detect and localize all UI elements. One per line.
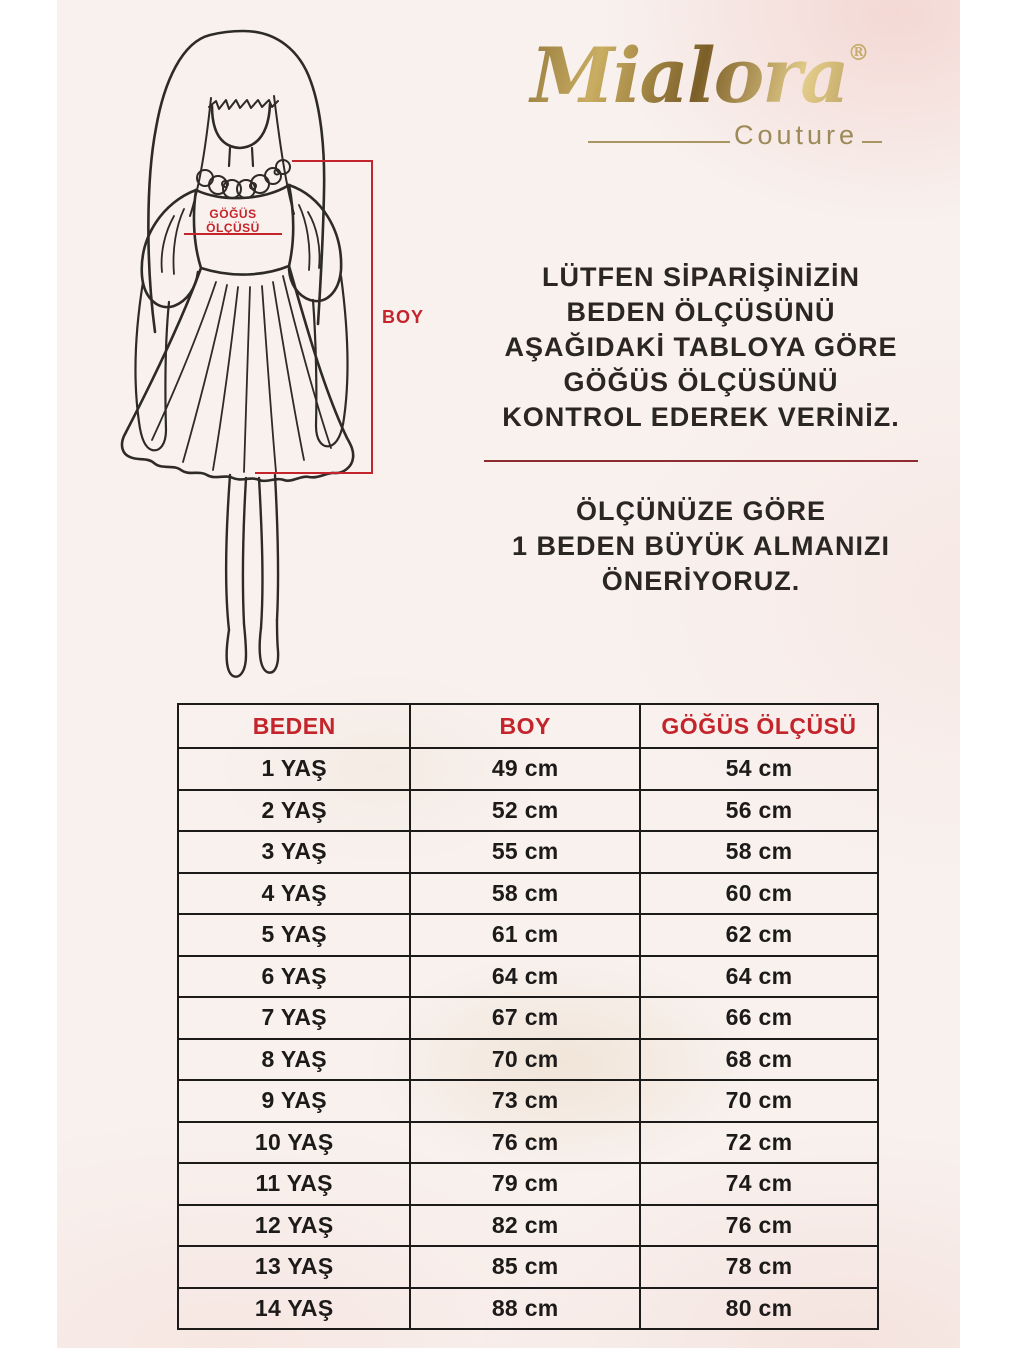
table-row	[178, 914, 878, 956]
table-cell: 5 YAŞ	[178, 914, 410, 956]
table-cell: 52 cm	[410, 790, 640, 832]
registered-mark: ®	[847, 40, 870, 66]
girl-line-drawing	[122, 31, 353, 677]
size-table-head-row	[178, 704, 878, 748]
table-row	[178, 1080, 878, 1122]
table-cell: 13 YAŞ	[178, 1246, 410, 1288]
instruction-line: ÖNERİYORUZ.	[601, 566, 801, 596]
table-cell: 3 YAŞ	[178, 831, 410, 873]
table-cell: 64 cm	[410, 956, 640, 998]
table-cell: 6 YAŞ	[178, 956, 410, 998]
table-cell: 55 cm	[410, 831, 640, 873]
table-row	[178, 831, 878, 873]
table-cell: 70 cm	[410, 1039, 640, 1081]
table-row	[178, 956, 878, 998]
table-cell: 70 cm	[640, 1080, 878, 1122]
table-cell: 80 cm	[640, 1288, 878, 1330]
size-table-header-cell: BEDEN	[178, 704, 410, 748]
table-row	[178, 1246, 878, 1288]
table-cell: 49 cm	[410, 748, 640, 790]
gold-underline-short	[862, 141, 882, 143]
table-cell: 2 YAŞ	[178, 790, 410, 832]
instruction-line: 1 BEDEN BÜYÜK ALMANIZI	[511, 531, 890, 561]
table-cell: 11 YAŞ	[178, 1163, 410, 1205]
table-cell: 10 YAŞ	[178, 1122, 410, 1164]
instruction-primary	[470, 260, 932, 435]
dress-size-figure	[80, 20, 470, 700]
table-row	[178, 1039, 878, 1081]
table-cell: 85 cm	[410, 1246, 640, 1288]
chest-measure-label-line2: ÖLÇÜSÜ	[206, 221, 260, 235]
table-cell: 72 cm	[640, 1122, 878, 1164]
table-cell: 60 cm	[640, 873, 878, 915]
gold-underline	[588, 141, 730, 143]
instruction-secondary	[470, 494, 932, 599]
table-cell: 58 cm	[640, 831, 878, 873]
table-cell: 8 YAŞ	[178, 1039, 410, 1081]
table-row	[178, 748, 878, 790]
table-cell: 88 cm	[410, 1288, 640, 1330]
table-cell: 7 YAŞ	[178, 997, 410, 1039]
brand-name: Mialora®	[470, 34, 930, 118]
chest-measure-label: GÖĞÜS	[209, 207, 257, 221]
instruction-line: LÜTFEN SİPARİŞİNİZİN	[541, 262, 860, 292]
table-cell: 58 cm	[410, 873, 640, 915]
instruction-line: BEDEN ÖLÇÜSÜNÜ	[566, 297, 836, 327]
table-cell: 12 YAŞ	[178, 1205, 410, 1247]
instruction-line: AŞAĞIDAKİ TABLOYA GÖRE	[504, 332, 898, 362]
table-cell: 67 cm	[410, 997, 640, 1039]
brand-subtitle: Couture	[733, 119, 859, 150]
table-cell: 82 cm	[410, 1205, 640, 1247]
table-cell: 9 YAŞ	[178, 1080, 410, 1122]
size-table-header-cell: GÖĞÜS ÖLÇÜSÜ	[640, 704, 878, 748]
table-row	[178, 873, 878, 915]
table-row	[178, 1163, 878, 1205]
size-table	[177, 703, 879, 1330]
table-row	[178, 1205, 878, 1247]
table-cell: 14 YAŞ	[178, 1288, 410, 1330]
instruction-line: GÖĞÜS ÖLÇÜSÜNÜ	[563, 367, 839, 397]
table-cell: 54 cm	[640, 748, 878, 790]
table-cell: 68 cm	[640, 1039, 878, 1081]
table-cell: 74 cm	[640, 1163, 878, 1205]
table-cell: 78 cm	[640, 1246, 878, 1288]
table-cell: 76 cm	[410, 1122, 640, 1164]
table-cell: 62 cm	[640, 914, 878, 956]
brand-subtitle-row	[470, 120, 930, 151]
size-table-body	[178, 748, 878, 1329]
table-cell: 66 cm	[640, 997, 878, 1039]
table-cell: 76 cm	[640, 1205, 878, 1247]
table-row	[178, 1288, 878, 1330]
table-cell: 1 YAŞ	[178, 748, 410, 790]
table-cell: 79 cm	[410, 1163, 640, 1205]
height-label: BOY	[382, 307, 425, 327]
instruction-line: KONTROL EDEREK VERİNİZ.	[502, 402, 900, 432]
table-cell: 61 cm	[410, 914, 640, 956]
table-row	[178, 1122, 878, 1164]
table-cell: 73 cm	[410, 1080, 640, 1122]
table-cell: 64 cm	[640, 956, 878, 998]
table-cell: 56 cm	[640, 790, 878, 832]
table-cell: 4 YAŞ	[178, 873, 410, 915]
instruction-line: ÖLÇÜNÜZE GÖRE	[575, 496, 826, 526]
size-table-header-cell: BOY	[410, 704, 640, 748]
red-separator-line	[484, 460, 918, 462]
table-row	[178, 790, 878, 832]
table-row	[178, 997, 878, 1039]
brand-logo	[470, 31, 930, 151]
